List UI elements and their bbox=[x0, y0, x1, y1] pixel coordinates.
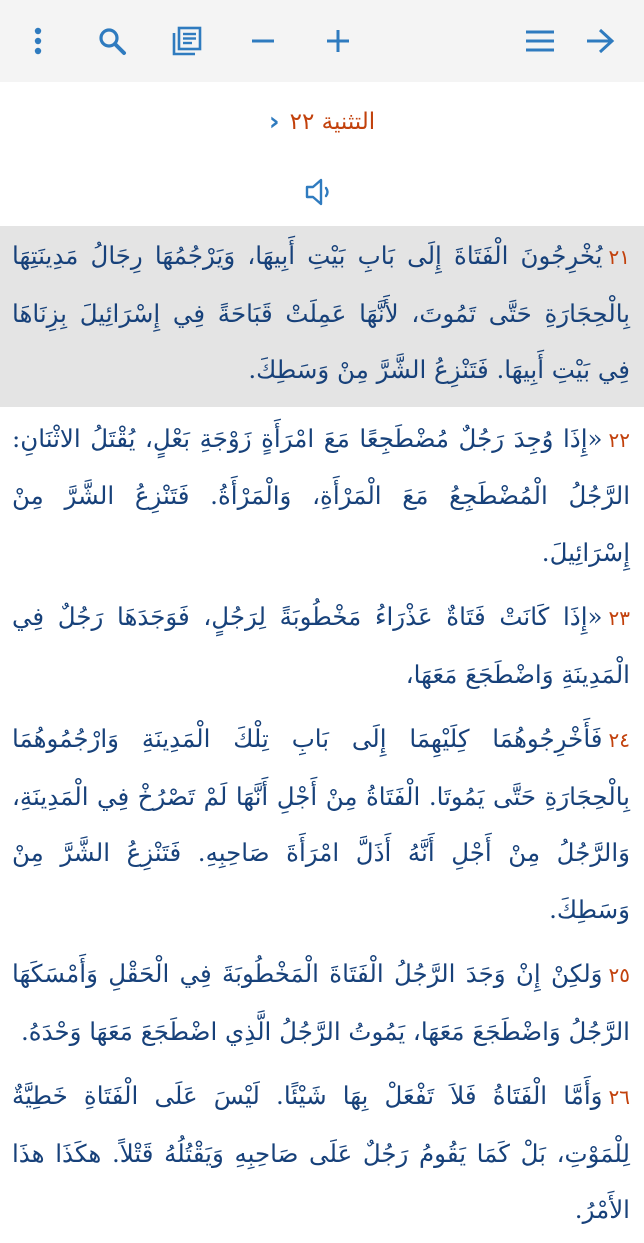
verse-number: ٢٤ bbox=[608, 728, 630, 752]
more-vertical-icon[interactable] bbox=[18, 21, 58, 61]
verse-number: ٢٥ bbox=[608, 963, 630, 987]
minus-icon[interactable] bbox=[243, 21, 283, 61]
verse-number: ٢٦ bbox=[608, 1085, 630, 1109]
chapter-header bbox=[0, 100, 644, 144]
verse-text: «إِذَا وُجِدَ رَجُلٌ مُضْطَجِعًا مَعَ امْرَأَةٍ زَوْجَةِ بَعْلٍ، يُقْتَلُ الاثْنَانِ: الرَّجُلُ الْمُضْطَجِعُ مَعَ الْمَرْأَةِ، وَالْمَرْأَةُ. فَتَنْزِعُ الشَّرَّ مِنْ إِسْرَائِيلَ. bbox=[12, 423, 630, 567]
verse-25[interactable] bbox=[0, 942, 644, 1064]
verse-text: يُخْرِجُونَ الْفَتَاةَ إِلَى بَابِ بَيْتِ أَبِيهَا، وَيَرْجُمُهَا رِجَالُ مَدِينَتِهَا بِالْحِجَارَةِ حَتَّى تَمُوتَ، لأَنَّهَا عَمِلَتْ قَبَاحَةً فِي إِسْرَائِيلَ بِزِنَاهَا فِي بَيْتِ أَبِيهَا. فَتَنْزِعُ الشَّرَّ مِنْ وَسَطِكَ. bbox=[12, 241, 630, 384]
verse-26[interactable] bbox=[0, 1064, 644, 1243]
verse-21[interactable] bbox=[0, 226, 644, 407]
chevron-left-icon: ‹ bbox=[268, 107, 280, 137]
speaker-icon[interactable] bbox=[300, 174, 340, 210]
menu-icon[interactable] bbox=[520, 21, 560, 61]
book-icon[interactable] bbox=[167, 21, 207, 61]
verse-text: فَأَخْرِجُوهُمَا كِلَيْهِمَا إِلَى بَابِ تِلْكَ الْمَدِينَةِ وَارْجُمُوهُمَا بِالْحِجَارَةِ حَتَّى يَمُوتَا. الْفَتَاةُ مِنْ أَجْلِ أَنَّهَا لَمْ تَصْرُخْ فِي الْمَدِينَةِ، وَالرَّجُلُ مِنْ أَجْلِ أَنَّهُ أَذَلَّ امْرَأَةَ صَاحِبِهِ. فَتَنْزِعُ الشَّرَّ مِنْ وَسَطِكَ. bbox=[12, 724, 630, 924]
chapter-title: التثنية ٢٢ bbox=[289, 109, 376, 135]
verse-text: وَلكِنْ إِنْ وَجَدَ الرَّجُلُ الْفَتَاةَ الْمَخْطُوبَةَ فِي الْحَقْلِ وَأَمْسَكَهَا الرَّجُلُ وَاضْطَجَعَ مَعَهَا، يَمُوتُ الرَّجُلُ الَّذِي اضْطَجَعَ مَعَهَا وَحْدَهُ. bbox=[12, 959, 630, 1046]
verse-text: «إِذَا كَانَتْ فَتَاةٌ عَذْرَاءُ مَخْطُوبَةً لِرَجُلٍ، فَوَجَدَهَا رَجُلٌ فِي الْمَدِينَةِ وَاضْطَجَعَ مَعَهَا، bbox=[12, 602, 630, 689]
verse-text: وَأَمَّا الْفَتَاةُ فَلاَ تَفْعَلْ بِهَا شَيْئًا. لَيْسَ عَلَى الْفَتَاةِ خَطِيَّةٌ لِلْمَوْتِ، بَلْ كَمَا يَقُومُ رَجُلٌ عَلَى صَاحِبِهِ وَيَقْتُلُهُ قَتْلاً. هكَذَا هذَا الأَمْرُ. bbox=[12, 1081, 630, 1224]
verse-number: ٢٢ bbox=[608, 427, 630, 452]
verse-23[interactable] bbox=[0, 585, 644, 707]
verse-22[interactable] bbox=[0, 407, 644, 586]
chapter-text bbox=[0, 226, 644, 1243]
top-toolbar bbox=[0, 0, 644, 82]
verse-number: ٢١ bbox=[608, 245, 630, 269]
verse-24[interactable] bbox=[0, 707, 644, 942]
arrow-right-icon[interactable] bbox=[580, 21, 620, 61]
chapter-selector[interactable] bbox=[269, 109, 375, 135]
plus-icon[interactable] bbox=[318, 21, 358, 61]
search-icon[interactable] bbox=[92, 21, 132, 61]
verse-number: ٢٣ bbox=[608, 606, 630, 630]
